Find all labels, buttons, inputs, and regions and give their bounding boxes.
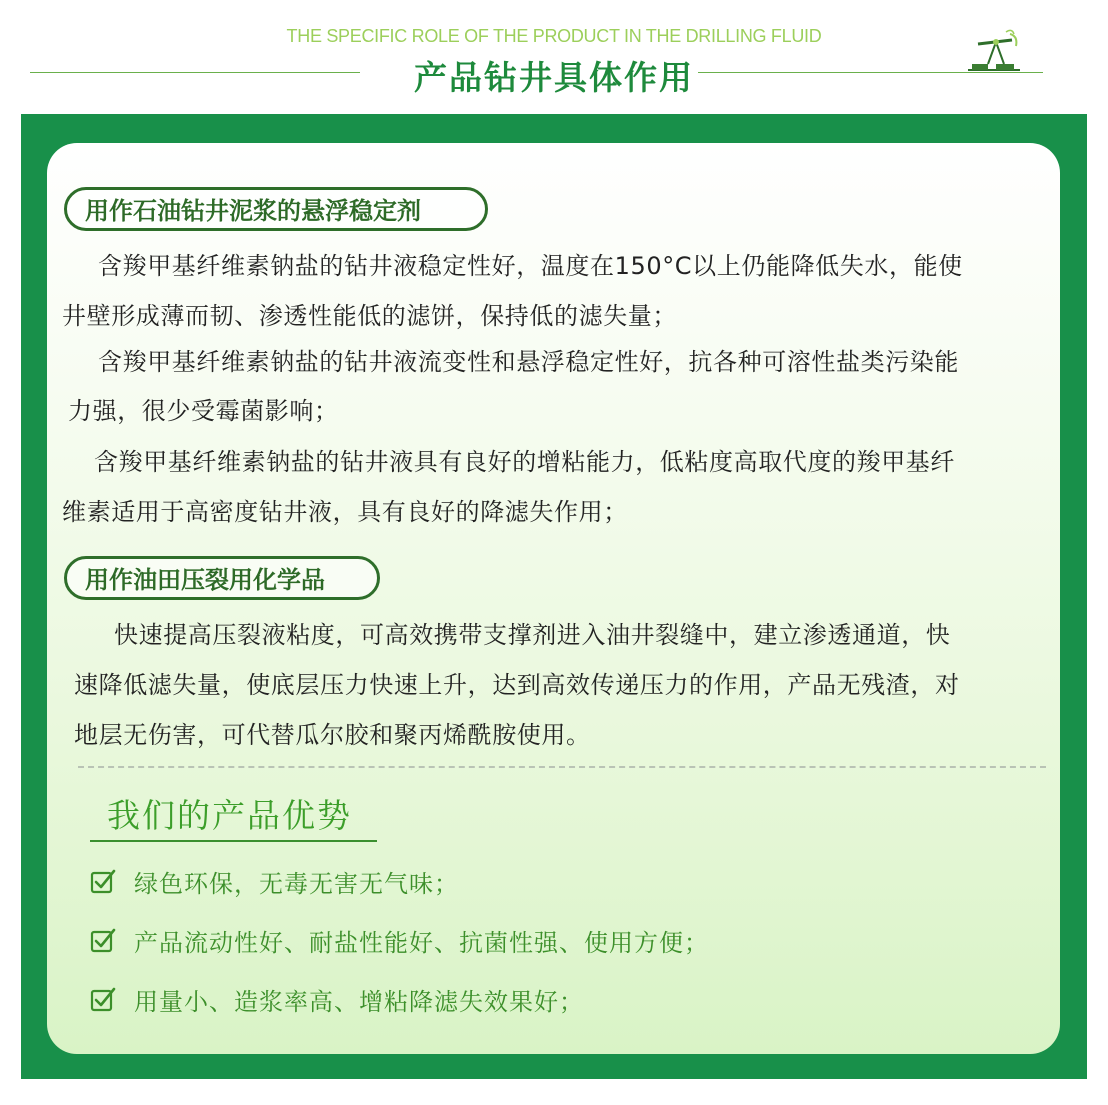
dashed-divider xyxy=(78,766,1046,768)
checkbox-check-icon xyxy=(90,986,116,1012)
advantage-item xyxy=(90,979,584,1019)
header-subtitle: THE SPECIFIC ROLE OF THE PRODUCT IN THE DRILLING FLUID xyxy=(286,26,822,46)
advantage-text: 用量小、造浆率高、增粘降滤失效果好； xyxy=(134,987,584,1016)
section1-line: 含羧甲基纤维素钠盐的钻井液稳定性好，温度在150°C以上仍能降低失水，能使 xyxy=(98,252,963,280)
advantages-title: 我们的产品优势 xyxy=(107,796,352,835)
section-drilling-mud-heading: 用作石油钻井泥浆的悬浮稳定剂 xyxy=(64,187,488,231)
section-fracturing-heading: 用作油田压裂用化学品 xyxy=(64,556,380,600)
advantage-text: 产品流动性好、耐盐性能好、抗菌性强、使用方便； xyxy=(134,928,709,957)
checkbox-check-icon xyxy=(90,927,116,953)
advantages-underline xyxy=(90,840,377,842)
section1-line: 力强，很少受霉菌影响； xyxy=(68,397,339,425)
advantage-text: 绿色环保，无毒无害无气味； xyxy=(134,869,459,898)
checkbox-check-icon xyxy=(90,868,116,894)
section2-line: 快速提高压裂液粘度，可高效携带支撑剂进入油井裂缝中，建立渗透通道，快 xyxy=(114,621,951,649)
advantage-item xyxy=(90,861,459,901)
page-title: 产品钻井具体作用 xyxy=(414,58,694,97)
section1-line: 含羧甲基纤维素钠盐的钻井液流变性和悬浮稳定性好，抗各种可溶性盐类污染能 xyxy=(98,348,959,376)
section1-line: 维素适用于高密度钻井液，具有良好的降滤失作用； xyxy=(62,498,628,526)
section1-line: 含羧甲基纤维素钠盐的钻井液具有良好的增粘能力，低粘度高取代度的羧甲基纤 xyxy=(94,448,955,476)
advantage-item xyxy=(90,920,709,960)
oil-rig-icon xyxy=(966,28,1022,74)
section1-line: 井壁形成薄而韧、渗透性能低的滤饼，保持低的滤失量； xyxy=(62,302,677,330)
section2-line: 地层无伤害，可代替瓜尔胶和聚丙烯酰胺使用。 xyxy=(74,721,591,749)
section2-line: 速降低滤失量，使底层压力快速上升，达到高效传递压力的作用，产品无残渣，对 xyxy=(74,671,960,699)
